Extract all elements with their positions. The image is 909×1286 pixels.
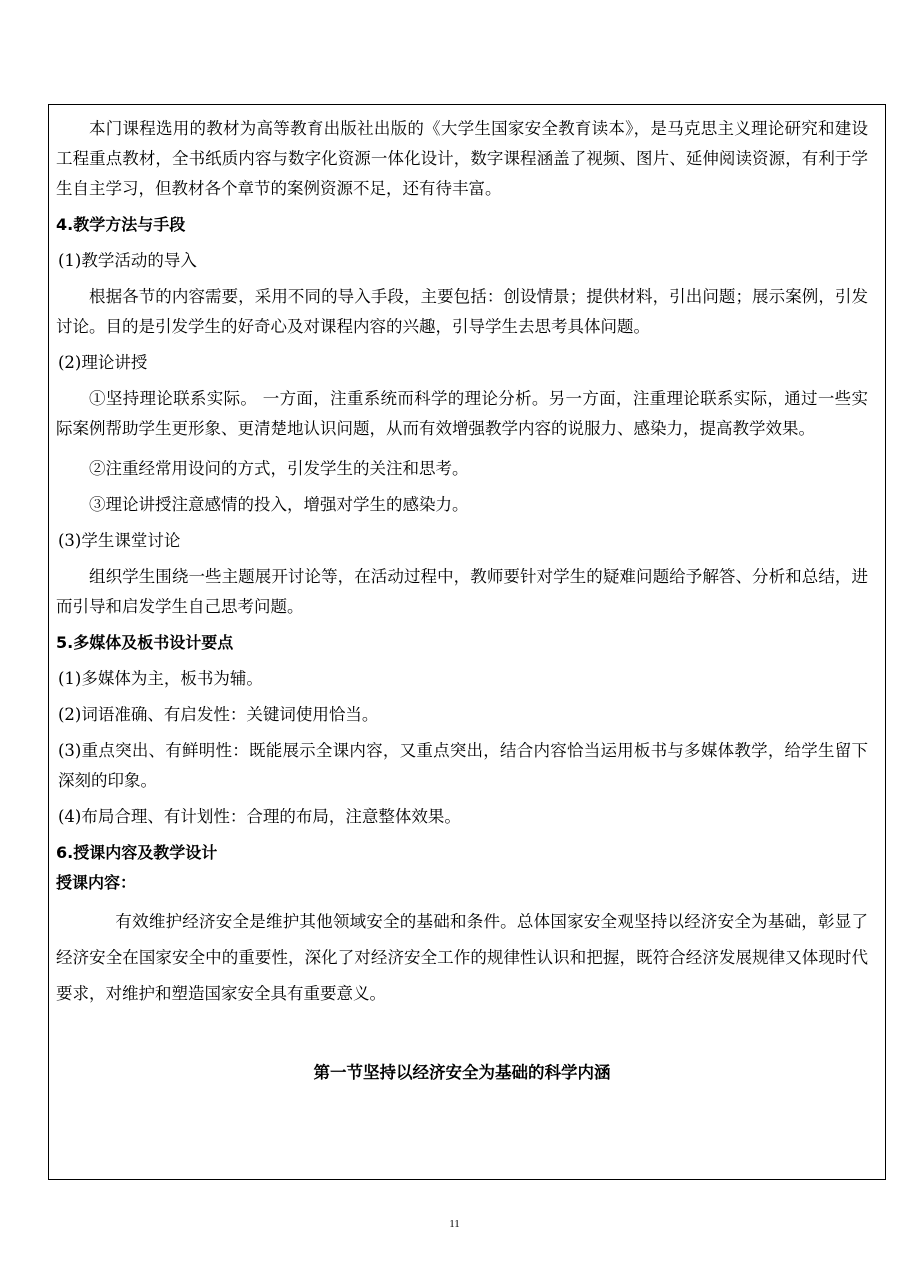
section-6-content-text: 有效维护经济安全是维护其他领域安全的基础和条件。总体国家安全观坚持以经济安全为基础，彰显了经济安全在国家安全中的重要性，深化了对经济安全工作的规律性认识和把握，既符合经济发展规律又体现时代要求，对维护和塑造国家安全具有重要意义。 bbox=[56, 912, 868, 1003]
section-4-item-3-text: 组织学生围绕一些主题展开讨论等，在活动过程中，教师要针对学生的疑难问题给予解答、分析和总结，进而引导和启发学生自己思考问题。 bbox=[56, 567, 868, 616]
intro-paragraph: 本门课程选用的教材为高等教育出版社出版的《大学生国家安全教育读本》，是马克思主义理论研究和建设工程重点教材，全书纸质内容与数字化资源一体化设计，数字课程涵盖了视频、图片、延伸阅读资源，有利于学生自主学习，但教材各个章节的案例资源不足，还有待丰富。 bbox=[56, 119, 868, 198]
section-5-item-2: (2)词语准确、有启发性：关键词使用恰当。 bbox=[58, 705, 379, 724]
section-4-item-1-text: 根据各节的内容需要，采用不同的导入手段，主要包括：创设情景；提供材料，引出问题；展示案例，引发讨论。目的是引发学生的好奇心及对课程内容的兴趣，引导学生去思考具体问题。 bbox=[56, 287, 868, 336]
section-6-content-label: 授课内容： bbox=[56, 873, 137, 892]
section-4-heading: 4.教学方法与手段 bbox=[56, 215, 186, 234]
section-4-item-3-title: (3)学生课堂讨论 bbox=[58, 531, 181, 550]
section-4-item-2-point-3: ③理论讲授注意感情的投入，增强对学生的感染力。 bbox=[89, 495, 469, 514]
section-5-item-3: (3)重点突出、有鲜明性：既能展示全课内容，又重点突出，结合内容恰当运用板书与多媒体教学，给学生留下深刻的印象。 bbox=[58, 741, 868, 790]
section-6-heading: 6.授课内容及教学设计 bbox=[56, 843, 218, 862]
section-5-heading: 5.多媒体及板书设计要点 bbox=[56, 633, 234, 652]
document-body bbox=[56, 114, 868, 1088]
section-4-item-1-title: (1)教学活动的导入 bbox=[58, 251, 197, 270]
section-4-item-2-point-2: ②注重经常用设问的方式，引发学生的关注和思考。 bbox=[89, 459, 469, 478]
page-number: 11 bbox=[449, 1218, 460, 1230]
section-4-item-2-title: (2)理论讲授 bbox=[58, 353, 148, 372]
section-5-item-4: (4)布局合理、有计划性：合理的布局，注意整体效果。 bbox=[58, 807, 461, 826]
section-5-item-1: (1)多媒体为主，板书为辅。 bbox=[58, 669, 263, 688]
section-title: 第一节坚持以经济安全为基础的科学内涵 bbox=[313, 1063, 611, 1082]
section-4-item-2-point-1: ①坚持理论联系实际。 一方面，注重系统而科学的理论分析。另一方面，注重理论联系实际，通过一些实际案例帮助学生更形象、更清楚地认识问题，从而有效增强教学内容的说服力、感染力，提高教学效果。 bbox=[56, 389, 868, 438]
